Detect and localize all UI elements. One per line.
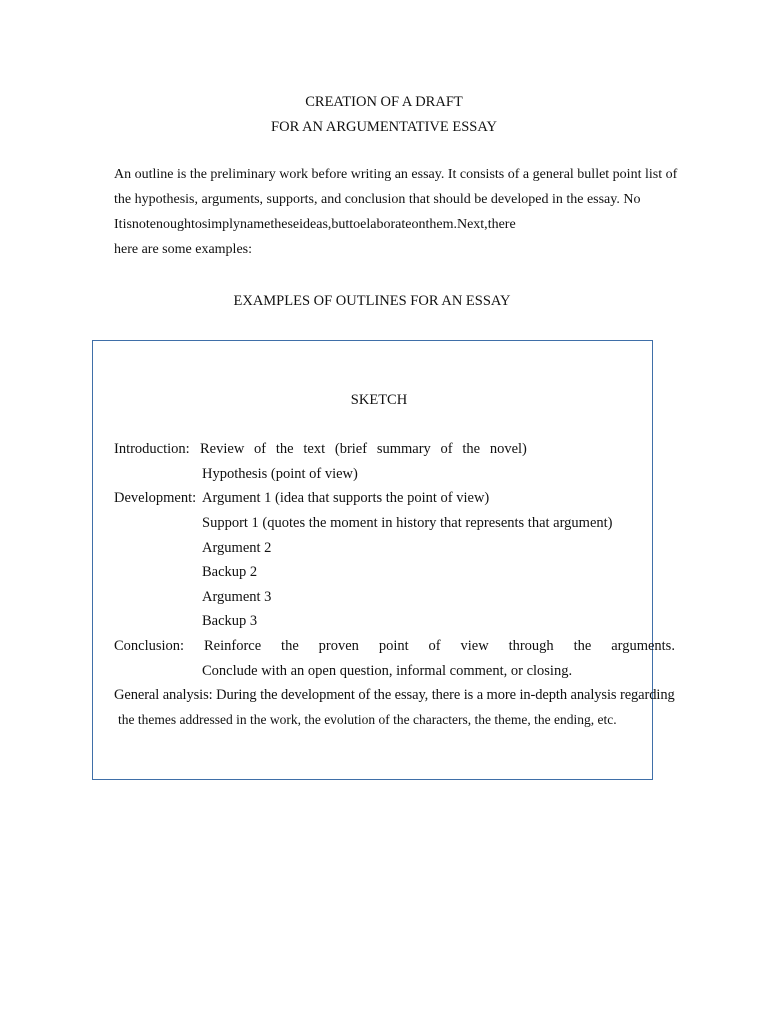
conclusion-word: the: [573, 638, 592, 654]
intro-word: these: [270, 217, 300, 232]
conclusion-word: Reinforce: [203, 638, 262, 654]
intro-word: name: [240, 217, 271, 232]
intro-line-3: [114, 212, 647, 237]
intro-word: but: [331, 217, 350, 232]
development-label: Development:: [114, 490, 197, 506]
introduction-word: novel): [489, 441, 527, 457]
outline-title: SKETCH: [350, 392, 408, 408]
intro-line-1: An outline is the preliminary work before writing an essay. It consists of a general bullet point list of: [114, 167, 678, 182]
introduction-text: [200, 442, 527, 457]
introduction-word: the: [275, 441, 294, 457]
backup-3-item: Backup 3: [202, 613, 258, 629]
intro-word: them.: [425, 217, 457, 232]
document-title-line-1: CREATION OF A DRAFT: [305, 94, 463, 110]
intro-paragraph: [114, 162, 678, 262]
intro-word: is: [122, 217, 132, 232]
intro-word: on: [411, 217, 426, 232]
intro-word: there: [487, 217, 516, 232]
introduction-word: (brief: [334, 441, 368, 457]
section-heading: EXAMPLES OF OUTLINES FOR AN ESSAY: [233, 293, 511, 309]
intro-word: It: [114, 217, 123, 232]
argument-3-item: Argument 3: [202, 589, 272, 605]
intro-word: enough: [149, 217, 192, 232]
conclusion-line-2: Conclude with an open question, informal comment, or closing.: [202, 663, 573, 679]
intro-word: simply: [201, 217, 241, 232]
intro-word: to: [191, 217, 202, 232]
intro-word: Next,: [456, 217, 488, 232]
conclusion-word: Conclusion:: [114, 638, 185, 654]
document-title-line-2: FOR AN ARGUMENTATIVE ESSAY: [271, 119, 497, 135]
introduction-word: of: [254, 441, 267, 457]
intro-word: not: [131, 217, 150, 232]
intro-line-2: the hypothesis, arguments, supports, and conclusion that should be developed in the essay. No: [114, 192, 641, 207]
argument-1-item: Argument 1 (idea that supports the point of view): [202, 490, 490, 506]
support-1-item: Support 1 (quotes the moment in history that represents that argument): [202, 515, 613, 531]
intro-word: elaborate: [360, 217, 412, 232]
introduction-word: the: [462, 441, 481, 457]
conclusion-word: the: [281, 638, 299, 654]
conclusion-word: arguments.: [611, 638, 675, 654]
introduction-word: Review: [200, 441, 245, 457]
backup-2-item: Backup 2: [202, 564, 258, 580]
intro-word: ideas,: [299, 217, 332, 232]
introduction-word: text: [303, 441, 326, 457]
general-analysis-line-2: the themes addressed in the work, the evolution of the characters, the theme, the ending, etc.: [118, 712, 617, 727]
intro-word: to: [349, 217, 361, 232]
conclusion-word: of: [428, 638, 441, 654]
conclusion-word: proven: [318, 638, 359, 654]
conclusion-word: point: [378, 638, 409, 654]
conclusion-line-1: [114, 639, 675, 654]
conclusion-word: through: [508, 638, 554, 654]
conclusion-word: view: [460, 638, 489, 654]
general-analysis-line-1: General analysis: During the development of the essay, there is a more in-depth analysis regarding: [114, 687, 675, 703]
intro-line-4: here are some examples:: [114, 242, 252, 257]
hypothesis-item: Hypothesis (point of view): [202, 466, 358, 482]
argument-2-item: Argument 2: [202, 540, 272, 556]
introduction-word: summary: [376, 441, 431, 457]
introduction-word: of: [440, 441, 453, 457]
introduction-label: Introduction:: [114, 441, 190, 457]
